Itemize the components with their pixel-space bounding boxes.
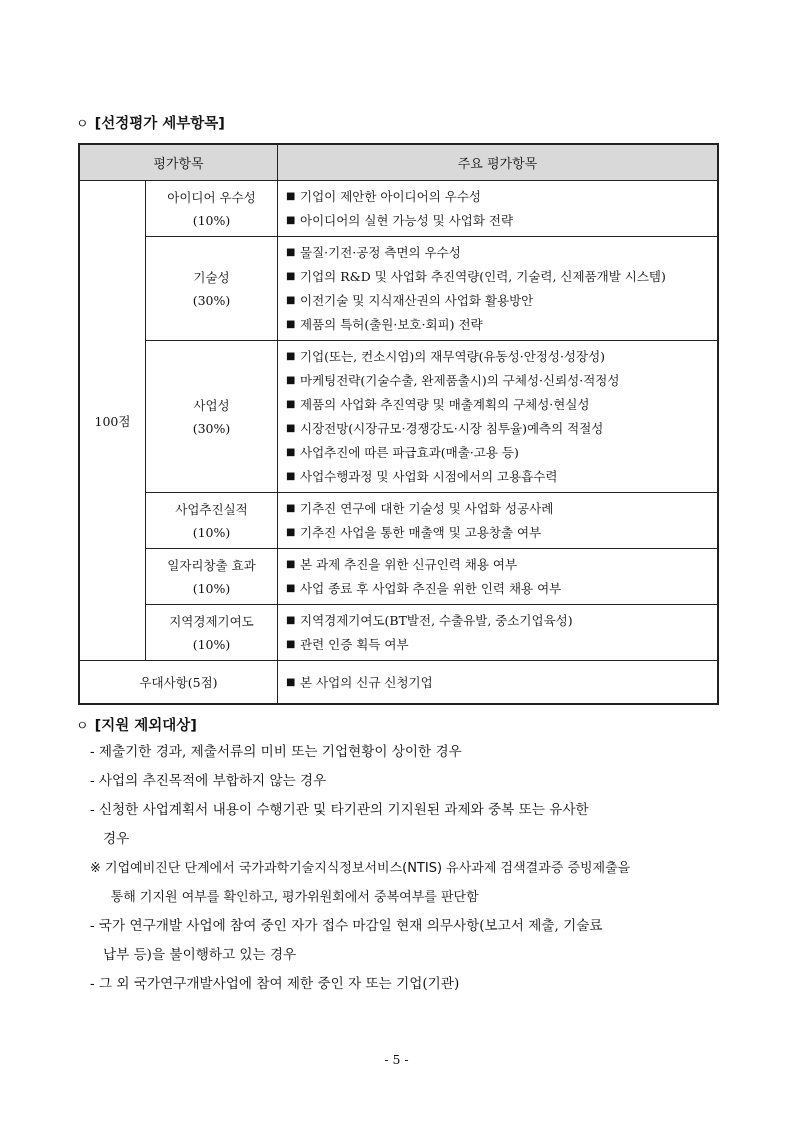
square-bullet-icon: ■ xyxy=(286,676,296,688)
square-bullet-icon: ■ xyxy=(286,295,296,306)
page-number: - 5 - xyxy=(384,1052,409,1067)
criteria-item: ■ 기업의 R&D 및 사업화 추진역량(인력, 기술력, 신제품개발 시스템) xyxy=(286,265,717,289)
criteria-cell xyxy=(278,549,719,605)
category-weight: (30%) xyxy=(192,420,231,436)
table-row xyxy=(79,181,718,237)
header-evaluation-category: 평가항목 xyxy=(79,144,278,181)
square-bullet-icon: ■ xyxy=(286,583,296,594)
criteria-item: ■ 관련 인증 획득 여부 xyxy=(286,633,717,657)
list-item: - 국가 연구개발 사업에 참여 중인 자가 접수 마감일 현재 의무사항(보고서 제출, 기술료 xyxy=(90,918,603,934)
criteria-cell xyxy=(278,493,719,549)
category-weight: (10%) xyxy=(192,580,231,596)
criteria-item: ■ 제품의 특허(출원·보호·회피) 전략 xyxy=(286,313,717,337)
square-bullet-icon: ■ xyxy=(286,615,296,626)
category-cell xyxy=(146,549,278,605)
preference-label: 우대사항(5점) xyxy=(79,661,278,705)
table-row xyxy=(79,341,718,493)
category-label: 기술성 xyxy=(193,269,230,285)
category-cell xyxy=(146,493,278,549)
criteria-item: ■ 이전기술 및 지식재산권의 사업화 활용방안 xyxy=(286,289,717,313)
category-label: 일자리창출 효과 xyxy=(167,557,256,573)
square-bullet-icon: ■ xyxy=(286,191,296,202)
criteria-item: ■ 사업수행과정 및 사업화 시점에서의 고용흡수력 xyxy=(286,465,717,489)
table-row xyxy=(79,549,718,605)
criteria-item: ■ 기추진 연구에 대한 기술성 및 사업화 성공사례 xyxy=(286,497,717,521)
category-label: 사업추진실적 xyxy=(175,501,248,517)
list-item: - 신청한 사업계획서 내용이 수행기관 및 타기관의 기지원된 과제와 중복 또는 유사한 xyxy=(90,802,589,818)
note-item: ※ 기업예비진단 단계에서 국가과학기술지식정보서비스(NTIS) 유사과제 검색결과증 증빙제출을 xyxy=(90,861,631,876)
square-bullet-icon: ■ xyxy=(286,639,296,650)
category-weight: (30%) xyxy=(192,292,231,308)
category-weight: (10%) xyxy=(192,212,231,228)
category-weight: (10%) xyxy=(192,524,231,540)
square-bullet-icon: ■ xyxy=(286,527,296,538)
table-row-preference xyxy=(79,661,718,705)
category-label: 아이디어 우수성 xyxy=(167,189,256,205)
section-bullet: ㅇ xyxy=(76,117,89,132)
square-bullet-icon: ■ xyxy=(286,503,296,514)
criteria-item: ■ 본 사업의 신규 신청기업 xyxy=(286,671,717,695)
exclusion-list xyxy=(90,738,630,999)
criteria-item: ■ 기업(또는, 컨소시엄)의 재무역량(유동성·안정성·성장성) xyxy=(286,345,717,369)
square-bullet-icon: ■ xyxy=(286,399,296,410)
criteria-item: ■ 사업 종료 후 사업화 추진을 위한 인력 채용 여부 xyxy=(286,577,717,601)
table-row xyxy=(79,605,718,661)
square-bullet-icon: ■ xyxy=(286,319,296,330)
table-row xyxy=(79,237,718,341)
section-heading-exclusions xyxy=(76,714,197,735)
category-label: 지역경제기여도 xyxy=(169,613,254,629)
criteria-item: ■ 마케팅전략(기술수출, 완제품출시)의 구체성·신뢰성·적정성 xyxy=(286,369,717,393)
list-item: - 제출기한 경과, 제출서류의 미비 또는 기업현황이 상이한 경우 xyxy=(90,744,462,760)
section-title: [선정평가 세부항목] xyxy=(94,116,225,132)
criteria-cell xyxy=(278,237,719,341)
square-bullet-icon: ■ xyxy=(286,271,296,282)
section-bullet: ㅇ xyxy=(76,719,89,734)
criteria-item: ■ 기업이 제안한 아이디어의 우수성 xyxy=(286,185,717,209)
criteria-item: ■ 아이디어의 실현 가능성 및 사업화 전략 xyxy=(286,209,717,233)
criteria-item: ■ 물질·기전·공정 측면의 우수성 xyxy=(286,241,717,265)
category-cell xyxy=(146,237,278,341)
table-row xyxy=(79,493,718,549)
list-item: - 사업의 추진목적에 부합하지 않는 경우 xyxy=(90,773,327,789)
square-bullet-icon: ■ xyxy=(286,351,296,362)
note-item: 통해 기지원 여부를 확인하고, 평가위원회에서 중복여부를 판단함 xyxy=(90,890,479,905)
criteria-cell xyxy=(278,181,719,237)
criteria-cell xyxy=(278,605,719,661)
section-title: [지원 제외대상] xyxy=(94,718,197,734)
section-heading-evaluation xyxy=(76,112,225,133)
list-item: 경우 xyxy=(90,831,130,847)
square-bullet-icon: ■ xyxy=(286,215,296,226)
header-main-criteria: 주요 평가항목 xyxy=(278,144,719,181)
evaluation-table xyxy=(78,143,719,705)
total-score-cell: 100점 xyxy=(79,181,146,661)
criteria-item: ■ 사업추진에 따른 파급효과(매출·고용 등) xyxy=(286,441,717,465)
list-item: - 그 외 국가연구개발사업에 참여 제한 중인 자 또는 기업(기관) xyxy=(90,976,460,992)
criteria-item: ■ 지역경제기여도(BT발전, 수출유발, 중소기업육성) xyxy=(286,609,717,633)
square-bullet-icon: ■ xyxy=(286,423,296,434)
category-weight: (10%) xyxy=(192,636,231,652)
criteria-cell xyxy=(278,661,719,705)
category-cell xyxy=(146,605,278,661)
square-bullet-icon: ■ xyxy=(286,447,296,458)
square-bullet-icon: ■ xyxy=(286,471,296,482)
category-cell xyxy=(146,341,278,493)
square-bullet-icon: ■ xyxy=(286,375,296,386)
table-header-row xyxy=(79,144,718,181)
criteria-cell xyxy=(278,341,719,493)
square-bullet-icon: ■ xyxy=(286,247,296,258)
criteria-item: ■ 시장전망(시장규모·경쟁강도·시장 침투율)예측의 적절성 xyxy=(286,417,717,441)
list-item: 납부 등)을 불이행하고 있는 경우 xyxy=(90,947,297,963)
category-cell xyxy=(146,181,278,237)
criteria-item: ■ 제품의 사업화 추진역량 및 매출계획의 구체성·현실성 xyxy=(286,393,717,417)
category-label: 사업성 xyxy=(193,397,230,413)
square-bullet-icon: ■ xyxy=(286,559,296,570)
criteria-item: ■ 본 과제 추진을 위한 신규인력 채용 여부 xyxy=(286,553,717,577)
criteria-item: ■ 기추진 사업을 통한 매출액 및 고용창출 여부 xyxy=(286,521,717,545)
